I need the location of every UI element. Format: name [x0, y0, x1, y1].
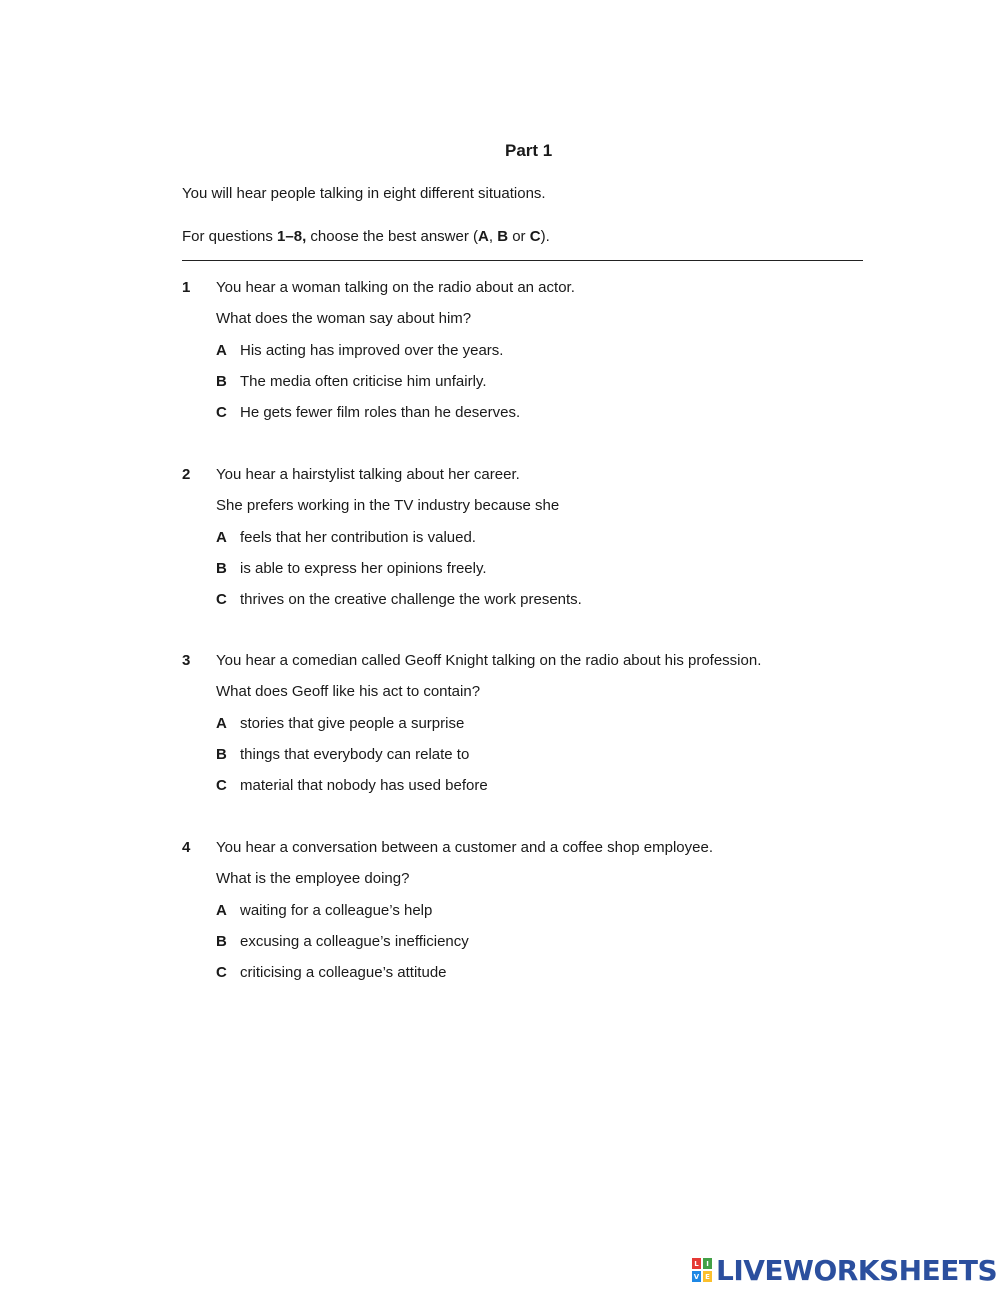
instruction-text [182, 228, 550, 245]
instruction-range: 1–8, [277, 228, 307, 245]
option-text: The media often criticise him unfairly. [240, 373, 487, 390]
question-number: 3 [182, 652, 191, 669]
answer-option-c[interactable] [216, 591, 582, 608]
instruction-pre: For questions [182, 228, 278, 245]
option-letter: B [216, 373, 227, 390]
logo-mark-e: E [703, 1271, 712, 1282]
logo-mark-v: V [693, 1272, 700, 1281]
question-context: You hear a woman talking on the radio about an actor. [216, 279, 575, 296]
question-context: You hear a conversation between a customer and a coffee shop employee. [216, 839, 713, 856]
option-text: stories that give people a surprise [240, 715, 465, 732]
option-letter: B [216, 746, 227, 763]
option-text: He gets fewer film roles than he deserves. [240, 404, 521, 421]
answer-option-b[interactable] [216, 560, 487, 577]
logo-mark-l: L [692, 1258, 701, 1269]
option-letter: A [216, 342, 227, 359]
answer-option-b[interactable] [216, 933, 469, 950]
divider-line [182, 260, 863, 261]
answer-option-c[interactable] [216, 964, 447, 981]
answer-option-c[interactable] [216, 777, 488, 794]
option-text: feels that her contribution is valued. [240, 529, 476, 546]
instruction-opt-c: C [529, 228, 541, 245]
option-letter: A [216, 902, 227, 919]
option-text: excusing a colleague’s inefficiency [240, 933, 469, 950]
question-prompt: She prefers working in the TV industry because she [216, 497, 560, 514]
option-text: waiting for a colleague’s help [240, 902, 433, 919]
option-letter: B [216, 560, 227, 577]
option-text: things that everybody can relate to [240, 746, 470, 763]
answer-option-a[interactable] [216, 529, 476, 546]
option-letter: C [216, 777, 227, 794]
answer-option-a[interactable] [216, 715, 464, 732]
question-number: 1 [182, 279, 191, 296]
option-text: criticising a colleague’s attitude [240, 964, 447, 981]
option-text: His acting has improved over the years. [240, 342, 504, 359]
question-prompt: What is the employee doing? [216, 870, 410, 887]
option-text: thrives on the creative challenge the work presents. [240, 591, 582, 608]
answer-option-a[interactable] [216, 342, 503, 359]
option-letter: A [216, 529, 227, 546]
instruction-opt-b: B [497, 228, 509, 245]
instruction-opt-a: A [478, 228, 489, 245]
option-letter: C [216, 964, 227, 981]
logo-mark-icon [692, 1258, 712, 1282]
liveworksheets-logo [692, 1255, 997, 1285]
intro-text: You will hear people talking in eight different situations. [182, 185, 546, 202]
option-letter: A [216, 715, 227, 732]
option-letter: C [216, 404, 227, 421]
option-letter: B [216, 933, 227, 950]
answer-option-b[interactable] [216, 373, 486, 390]
option-text: material that nobody has used before [240, 777, 488, 794]
option-letter: C [216, 591, 227, 608]
instruction-sep-2: or [508, 228, 530, 245]
question-context: You hear a comedian called Geoff Knight talking on the radio about his profession. [216, 652, 762, 669]
answer-option-a[interactable] [216, 902, 432, 919]
answer-option-c[interactable] [216, 404, 520, 421]
page-title: Part 1 [505, 141, 553, 160]
logo-text: LIVEWORKSHEETS [716, 1253, 998, 1287]
option-text: is able to express her opinions freely. [240, 560, 487, 577]
instruction-mid: choose the best answer ( [306, 228, 479, 245]
instruction-sep-1: , [488, 228, 498, 245]
question-prompt: What does Geoff like his act to contain? [216, 683, 481, 700]
answer-option-b[interactable] [216, 746, 469, 763]
question-prompt: What does the woman say about him? [216, 310, 472, 327]
question-context: You hear a hairstylist talking about her career. [216, 466, 520, 483]
question-number: 4 [182, 839, 191, 856]
question-number: 2 [182, 466, 191, 483]
instruction-end: ). [540, 228, 550, 245]
logo-mark-i: I [703, 1258, 712, 1269]
